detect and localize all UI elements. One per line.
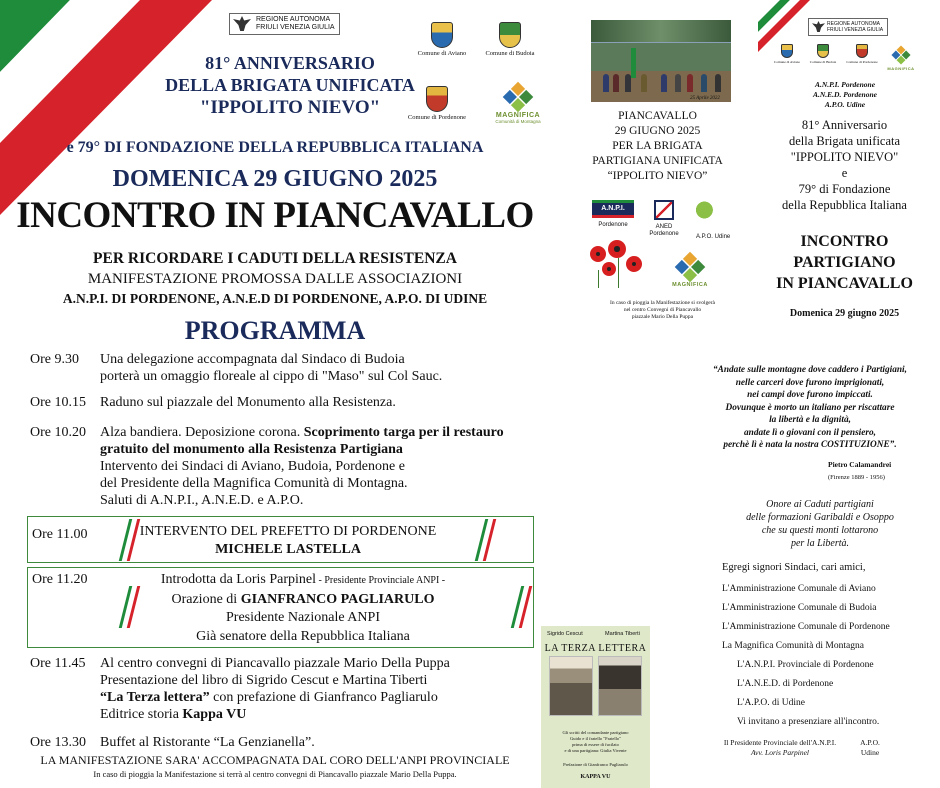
program-row (30, 394, 547, 412)
program-text: Al centro convegni di Piancavallo piazzale Mario Della Puppa (100, 656, 450, 671)
flyer-magnifica-logo (670, 252, 710, 288)
magnifica-sub: Comunità di Montagna (495, 119, 541, 124)
flyer-line: PER LA BRIGATA (612, 140, 703, 152)
right-magnifica-logo (886, 40, 916, 71)
quote-author-dates: (Firenze 1889 - 1956) (828, 474, 885, 481)
right-heading-line: IN PIANCAVALLO (776, 275, 913, 292)
quote-line: andate lì o giovani con il pensiero, (744, 427, 876, 438)
quote-author: Pietro Calamandrei (828, 460, 892, 469)
region-line1: REGIONE AUTONOMA (827, 21, 880, 27)
signature-name: Avv. Loris Parpinel (751, 748, 809, 757)
quote-line: Dovunque è morto un italiano per riscattare (725, 402, 895, 413)
orator-role1: Presidente Nazionale ANPI (226, 610, 380, 625)
signature-place: Udine (860, 748, 880, 757)
comune-label: Comune di Aviano (773, 60, 801, 64)
comune-budoia-logo (480, 22, 540, 57)
quote-line: nei campi dove furono impiccati. (747, 390, 873, 400)
org-line: A.N.E.D. Pordenone (813, 90, 877, 99)
right-heading-line: PARTIGIANO (793, 254, 896, 271)
region-line2: FRIULI VENEZIA GIULIA (256, 24, 335, 31)
program-bold-text: Scoprimento targa per il restauro (303, 425, 504, 440)
flyer-title-block (585, 109, 730, 184)
comune-budoia-label: Comune di Budoia (485, 50, 535, 57)
program-time: Ore 11.20 (32, 572, 88, 587)
honor-line: che su questi monti lottarono (761, 525, 879, 536)
gathering-photo (591, 20, 731, 102)
right-title-line: della Repubblica Italiana (782, 198, 907, 212)
blurb-line: Guido e il fratello "Fratello" (570, 736, 621, 741)
right-title-line: e (841, 166, 848, 180)
rain-note: In caso di pioggia la Manifestazione si terrà al centro convegni di Piancavallo piazzale Mario Della Puppa. (93, 769, 457, 779)
program-bold-text: gratuito del monumento alla Resistenza Partigiana (100, 442, 403, 457)
right-title-line: "IPPOLITO NIEVO" (790, 150, 899, 164)
honor-block (730, 498, 910, 550)
program-text: con prefazione di Gianfranco Pagliarulo (209, 690, 438, 705)
book-author2: Martina Tiberti (605, 631, 640, 637)
program-text: porterà un omaggio floreale al cippo di "Maso" sul Col Sauc. (100, 369, 443, 384)
rain-line: In caso di pioggia la Manifestazione si svolgerà (610, 300, 715, 306)
program-text: Una delegazione accompagnata dal Sindaco di Budoia (100, 352, 405, 367)
poppies-illustration (588, 240, 648, 288)
right-region-logo (808, 18, 888, 36)
orator-name: GIANFRANCO PAGLIARULO (240, 591, 435, 607)
brigade-name: "IPPOLITO NIEVO" (199, 97, 381, 118)
orator-role2: Già senatore della Repubblica Italiana (196, 628, 410, 644)
magnifica-name: MAGNIFICA (495, 112, 541, 119)
invitation-line: L'A.N.E.D. di Pordenone (737, 679, 834, 689)
right-title-line: 81° Anniversario (801, 118, 888, 132)
orazione-label: Orazione di (171, 591, 241, 607)
region-fvg-logo (229, 13, 340, 35)
flyer-line: 29 GIUGNO 2025 (614, 125, 701, 137)
quote-line: “Andate sulle montagne dove caddero i Partigiani, (713, 365, 907, 375)
program-text: Presentazione del libro di Sigrido Cescut e Martina Tiberti (100, 673, 428, 688)
flyer-rain-note (590, 300, 735, 321)
event-date: DOMENICA 29 GIUGNO 2025 (112, 166, 438, 192)
invitation-line: L'Amministrazione Comunale di Pordenone (722, 622, 890, 632)
program-text: Raduno sul piazzale del Monumento alla Resistenza. (100, 395, 396, 410)
invitation-line: Vi invitano a presenziare all'incontro. (737, 717, 880, 727)
rain-line: nel centro Convegni di Piancavallo (623, 307, 702, 313)
publisher-name: Kappa VU (182, 707, 247, 722)
comune-aviano-label: Comune di Aviano (417, 50, 467, 57)
invitation-line: La Magnifica Comunità di Montagna (722, 641, 864, 651)
program-row (30, 655, 547, 729)
right-comune-logo (770, 44, 804, 64)
org-line: A.N.P.I. Pordenone (814, 80, 876, 89)
program-row (30, 424, 547, 514)
anniversary-title: 81° ANNIVERSARIO (205, 53, 375, 73)
blurb-line: e di una partigiana: Giulia Vivente (564, 748, 627, 753)
republic-title: e 79° DI FONDAZIONE DELLA REPUBBLICA ITALIANA (66, 139, 484, 156)
program-time: Ore 10.15 (30, 395, 86, 410)
right-logos-row (770, 44, 920, 72)
photo-date: 25 Aprile 2022 (690, 96, 720, 101)
signature-anpi (715, 738, 845, 758)
invitation-line: L'Amministrazione Comunale di Budoia (722, 603, 877, 613)
anpi-caption: Pordenone (598, 222, 628, 228)
right-heading (762, 231, 927, 294)
magnifica-icon (503, 82, 534, 113)
right-date: Domenica 29 giugno 2025 (789, 308, 900, 319)
program-box-prefetto (27, 516, 534, 563)
honor-line: delle formazioni Garibaldi e Osoppo (746, 512, 894, 523)
invitation-line: L'A.P.O. di Udine (737, 698, 805, 708)
flag-stripes-icon (124, 586, 138, 628)
book-portrait-man (549, 656, 593, 716)
brigade-title: DELLA BRIGATA UNIFICATA (165, 75, 415, 95)
greeting: Egregi signori Sindaci, cari amici, (722, 562, 866, 573)
invitation-list-2 (737, 656, 879, 732)
poster-title-block (140, 52, 440, 120)
apo-caption: A.P.O. Udine (696, 234, 731, 240)
flag-stripes-icon (480, 519, 494, 561)
quote-line: nelle carceri dove furono imprigionati, (735, 377, 885, 388)
magnifica-name: MAGNIFICA (887, 66, 915, 71)
program-text: Buffet al Ristorante “La Genzianella”. (100, 735, 315, 750)
anpi-logo (592, 200, 634, 218)
book-publisher: KAPPA VU (580, 774, 611, 780)
flag-stripes-icon (516, 586, 530, 628)
right-title-line: 79° di Fondazione (798, 182, 891, 196)
blurb-line: prima di essere di fucilato (572, 742, 619, 747)
book-author1: Sigrido Cescut (547, 631, 583, 637)
book-cover (541, 626, 650, 788)
program-time: Ore 10.20 (30, 425, 86, 440)
right-title-line: della Brigata unificata (788, 134, 901, 148)
magnifica-name: MAGNIFICA (672, 282, 708, 288)
right-heading-line: INCONTRO (800, 233, 889, 250)
right-comune-logo (806, 44, 840, 64)
prefetto-line1: INTERVENTO DEL PREFETTO DI PORDENONE (139, 524, 437, 539)
book-preface: Prefazione di Gianfranco Pagliarulo (563, 762, 628, 767)
program-time: Ore 11.45 (30, 656, 86, 671)
invitation-line: L'A.N.P.I. Provinciale di Pordenone (737, 660, 874, 670)
apo-logo-icon (694, 198, 720, 228)
signature-role: Il Presidente Provinciale dell'A.N.P.I. (723, 738, 837, 747)
program-time: Ore 13.30 (30, 735, 86, 750)
flag-stripes-icon (124, 519, 138, 561)
choir-note: LA MANIFESTAZIONE SARA' ACCOMPAGNATA DAL CORO DELL'ANPI PROVINCIALE (40, 753, 510, 767)
calamandrei-quote (700, 364, 920, 452)
coat-of-arms-icon (856, 44, 868, 58)
flyer-line: PARTIGIANA UNIFICATA (592, 155, 723, 167)
program-time: Ore 11.00 (32, 527, 88, 542)
comune-label: Comune di Budoia (809, 60, 837, 64)
flyer-line: “IPPOLITO NIEVO” (607, 170, 708, 182)
magnifica-icon (675, 252, 706, 283)
coat-of-arms-icon (431, 22, 453, 48)
eagle-icon (812, 21, 825, 32)
book-blurb (545, 730, 646, 754)
program-text: Alza bandiera. Deposizione corona. (100, 425, 304, 440)
signature-apo (850, 738, 890, 758)
honor-line: Onore ai Caduti partigiani (766, 499, 874, 510)
coat-of-arms-icon (781, 44, 793, 58)
eagle-icon (233, 16, 251, 31)
coat-of-arms-icon (817, 44, 829, 58)
event-title: INCONTRO IN PIANCAVALLO (16, 195, 534, 236)
org-line: A.P.O. Udine (824, 100, 866, 109)
flyer-line: PIANCAVALLO (618, 110, 697, 122)
program-text: Editrice storia (100, 707, 183, 722)
programma-heading: PROGRAMMA (184, 316, 366, 345)
program-row (30, 734, 547, 752)
prefetto-name: MICHELE LASTELLA (215, 542, 361, 557)
program-row (30, 351, 547, 387)
orazione-text (138, 571, 468, 646)
honor-line: per la Libertà. (790, 538, 850, 549)
comune-label: Comune di Pordenone (846, 60, 878, 64)
blurb-line: Gli scritti del comandante partigiano (562, 730, 629, 735)
aned-caption: ANED Pordenone (649, 224, 679, 237)
magnifica-logo (492, 82, 544, 124)
program-box-orazione (27, 567, 534, 648)
program-time: Ore 9.30 (30, 352, 79, 367)
intro-role: - Presidente Provinciale ANPI - (316, 575, 446, 586)
invitation-line: L'Amministrazione Comunale di Aviano (722, 584, 876, 594)
quote-line: la libertà e la dignità, (769, 415, 851, 425)
right-orgs (770, 80, 920, 110)
right-title-block (762, 117, 927, 213)
invitation-list-1 (722, 580, 890, 656)
rain-line: piazzale Mario Della Puppa (631, 314, 694, 320)
quote-line: perchè lì è nata la nostra COSTITUZIONE”. (723, 440, 897, 450)
book-title: LA TERZA LETTERA (544, 643, 647, 654)
intro-text: Introdotta da Loris Parpinel (160, 572, 316, 587)
event-purpose: PER RICORDARE I CADUTI DELLA RESISTENZA (93, 250, 457, 267)
prefetto-text (138, 523, 438, 559)
program-text: del Presidente della Magnifica Comunità di Montagna. (100, 476, 408, 491)
comune-pordenone-label: Comune di Pordenone (407, 114, 467, 121)
right-comune-logo (842, 44, 882, 64)
signature-role: A.P.O. (860, 738, 880, 747)
program-text: Saluti di A.N.P.I., A.N.E.D. e A.P.O. (100, 493, 304, 508)
region-line2: FRIULI VENEZIA GIULIA (827, 27, 884, 33)
event-associations: A.N.P.I. DI PORDENONE, A.N.E.D DI PORDENONE, A.P.O. DI UDINE (62, 291, 488, 306)
magnifica-icon (891, 45, 910, 64)
aned-logo-icon (654, 200, 674, 220)
coat-of-arms-icon (499, 22, 521, 48)
region-line1: REGIONE AUTONOMA (256, 16, 331, 23)
event-promo: MANIFESTAZIONE PROMOSSA DALLE ASSOCIAZIONI (87, 271, 463, 287)
book-portrait-woman (598, 656, 642, 716)
program-text: Intervento dei Sindaci di Aviano, Budoia, Pordenone e (100, 459, 405, 474)
anpi-logo-text: A.N.P.I. (601, 205, 625, 212)
book-title-text: “La Terza lettera” (100, 690, 210, 705)
